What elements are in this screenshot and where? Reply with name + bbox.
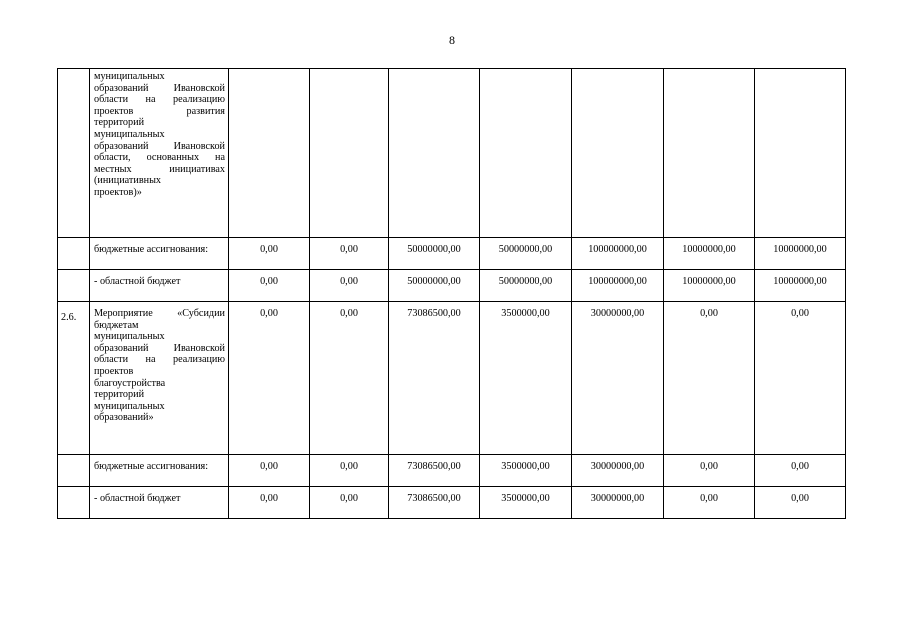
description-text: бюджетные ассигнования: — [94, 244, 209, 255]
value-cell: 0,00 — [229, 487, 310, 519]
row-description — [90, 302, 229, 455]
value-cell: 3500000,00 — [480, 455, 572, 487]
value-cell — [480, 69, 572, 238]
table-row — [58, 69, 846, 238]
value-cell: 30000000,00 — [572, 302, 664, 455]
value-cell: 0,00 — [229, 302, 310, 455]
table-row — [58, 455, 846, 487]
value-cell: 0,00 — [310, 238, 389, 270]
value-cell: 30000000,00 — [572, 487, 664, 519]
row-number — [58, 238, 90, 270]
row-number — [58, 69, 90, 238]
table-body — [58, 69, 846, 519]
value-cell: 50000000,00 — [389, 270, 480, 302]
value-cell: 50000000,00 — [480, 238, 572, 270]
value-cell: 3500000,00 — [480, 487, 572, 519]
value-cell: 0,00 — [229, 455, 310, 487]
value-cell: 0,00 — [229, 238, 310, 270]
value-cell: 0,00 — [755, 302, 846, 455]
value-cell: 73086500,00 — [389, 455, 480, 487]
value-cell: 0,00 — [229, 270, 310, 302]
description-text: Мероприятие «Субсидии бюджетам муниципальных образований Ивановской области на реализацию проектов благоустройства территорий муниципальных образований» — [94, 308, 225, 424]
value-cell: 0,00 — [664, 455, 755, 487]
row-number — [58, 270, 90, 302]
value-cell: 3500000,00 — [480, 302, 572, 455]
row-description — [90, 270, 229, 302]
value-cell: 0,00 — [310, 270, 389, 302]
value-cell: 0,00 — [310, 487, 389, 519]
value-cell: 50000000,00 — [480, 270, 572, 302]
description-text: муниципальных образований Ивановской области на реализацию проектов развития территорий муниципальных образований Ивановской области, основанных на местных инициативах (инициативных проектов)» — [94, 71, 225, 198]
value-cell: 10000000,00 — [664, 270, 755, 302]
page-number: 8 — [449, 33, 455, 47]
value-cell: 10000000,00 — [664, 238, 755, 270]
table-row — [58, 487, 846, 519]
table-row — [58, 270, 846, 302]
value-cell — [229, 69, 310, 238]
value-cell: 100000000,00 — [572, 270, 664, 302]
value-cell: 10000000,00 — [755, 270, 846, 302]
row-number: 2.6. — [58, 302, 90, 455]
value-cell — [310, 69, 389, 238]
value-cell: 30000000,00 — [572, 455, 664, 487]
value-cell: 0,00 — [310, 302, 389, 455]
value-cell: 0,00 — [755, 455, 846, 487]
value-cell — [664, 69, 755, 238]
value-cell: 73086500,00 — [389, 487, 480, 519]
value-cell — [755, 69, 846, 238]
value-cell: 0,00 — [755, 487, 846, 519]
row-number — [58, 487, 90, 519]
row-description — [90, 238, 229, 270]
value-cell: 100000000,00 — [572, 238, 664, 270]
value-cell: 10000000,00 — [755, 238, 846, 270]
value-cell: 0,00 — [664, 302, 755, 455]
description-text: - областной бюджет — [94, 493, 181, 504]
description-text: бюджетные ассигнования: — [94, 461, 209, 472]
table-row — [58, 238, 846, 270]
value-cell: 50000000,00 — [389, 238, 480, 270]
value-cell — [389, 69, 480, 238]
row-description — [90, 487, 229, 519]
value-cell — [572, 69, 664, 238]
row-description — [90, 455, 229, 487]
value-cell: 0,00 — [310, 455, 389, 487]
value-cell: 0,00 — [664, 487, 755, 519]
row-description — [90, 69, 229, 238]
description-text: - областной бюджет — [94, 276, 181, 287]
row-number — [58, 455, 90, 487]
value-cell: 73086500,00 — [389, 302, 480, 455]
table-row — [58, 302, 846, 455]
budget-table — [57, 68, 846, 519]
